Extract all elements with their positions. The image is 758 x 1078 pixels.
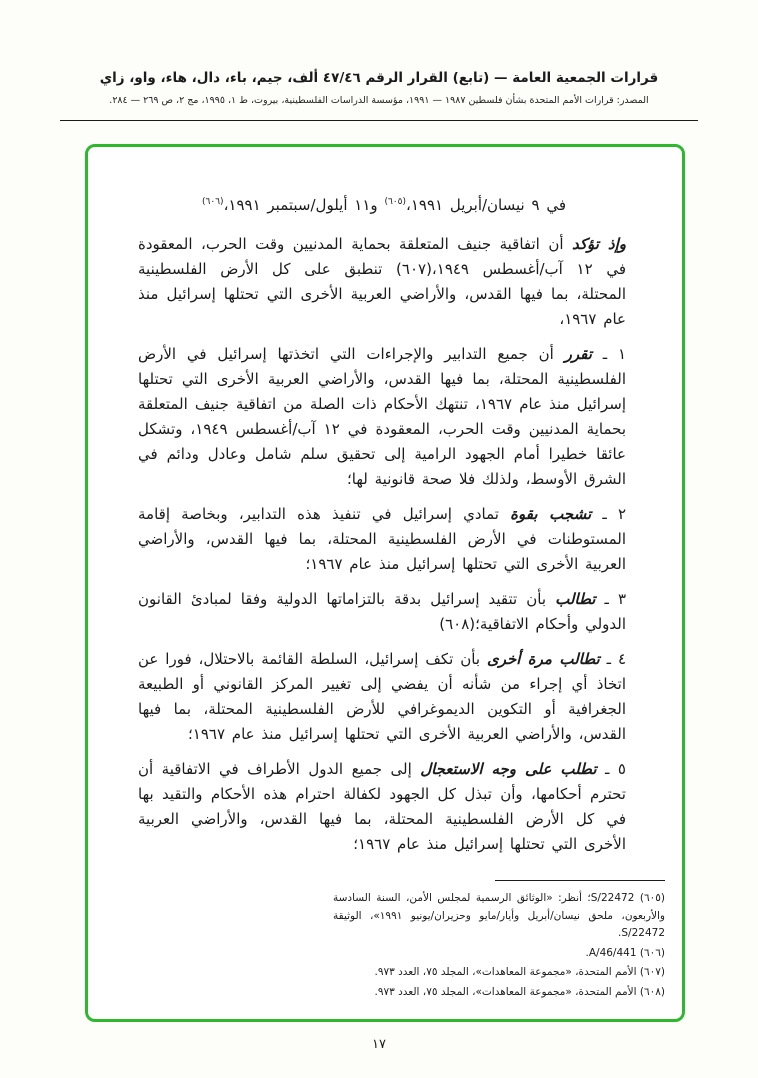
footnote-item	[333, 984, 665, 1002]
operative-paragraph-2	[138, 502, 626, 577]
paragraph-number: ٣ ـ	[595, 590, 627, 608]
operative-paragraph-3	[138, 587, 626, 637]
resolution-date-line	[138, 193, 626, 218]
paragraph-lead: تطالب	[555, 590, 596, 608]
content-border-box	[85, 144, 685, 1022]
page-title: قرارات الجمعية العامة — (تابع) القرار الرقم ٤٧/٤٦ ألف، جيم، باء، دال، هاء، واو، زاي	[99, 70, 659, 86]
operative-paragraph-1	[138, 342, 626, 492]
paragraph-lead: وإذ تؤكد	[572, 235, 626, 253]
footnote-ref-606: (٦٠٦)	[202, 197, 224, 207]
footnote-text: الأمم المتحدة، «مجموعة المعاهدات»، المجلد ٧٥، العدد ٩٧٣.	[374, 966, 637, 978]
footnote-ref-605: (٦٠٥)	[384, 197, 406, 207]
footnote-separator	[495, 880, 665, 881]
footnote-marker: (٦٠٧)	[639, 966, 665, 978]
paragraph-text: بأن تتقيد إسرائيل بدقة بالتزاماتها الدولية وفقا لمبادئ القانون الدولي وأحكام الاتفاقية؛(٦٠٨)	[138, 590, 626, 633]
paragraph-number: ٤ ـ	[599, 650, 627, 668]
paragraph-text: تمادي إسرائيل في تنفيذ هذه التدابير، وبخاصة إقامة المستوطنات في الأرض الفلسطينية المحتلة، بما فيها القدس، والأراضي العربية الأخرى التي تحتلها إسرائيل منذ عام ١٩٦٧؛	[138, 505, 626, 573]
operative-paragraph-5	[138, 757, 626, 857]
page-number: ١٧	[372, 1037, 386, 1052]
paragraph-text: بأن تكف إسرائيل، السلطة القائمة بالاحتلال، فورا عن اتخاذ أي إجراء من شأنه أن يفضي إلى تغيير المركز القانوني أو الطبيعة الجغرافية أو التكوين الديموغرافي للأرض الفلسطينية المحتلة، بما فيها القدس، والأراضي العربية الأخرى التي تحتلها إسرائيل منذ عام ١٩٦٧؛	[138, 650, 626, 743]
footnote-text: S/22472؛ أنظر: «الوثائق الرسمية لمجلس الأمن، السنة السادسة والأربعون، ملحق نيسان/أبريل وأيار/مايو وحزيران/يونيو ١٩٩١»، الوثيقة S/22472.	[333, 892, 665, 939]
footnote-item	[333, 945, 665, 963]
date-part-2: و١١ أيلول/سبتمبر ١٩٩١،	[223, 196, 385, 214]
footnote-marker: (٦٠٥)	[639, 892, 666, 904]
paragraph-lead: تطلب على وجه الاستعجال	[420, 760, 597, 778]
preamble-paragraph	[138, 232, 626, 332]
footnote-item	[333, 890, 665, 943]
paragraph-number: ٢ ـ	[591, 505, 626, 523]
source-line: المصدر: قرارات الأمم المتحدة بشأن فلسطين ١٩٨٧ — ١٩٩١، مؤسسة الدراسات الفلسطينية، بيروت، ط ١، ١٩٩٥، مج ٢، ص ٢٦٩ — ٢٨٤.	[109, 95, 649, 106]
footnote-text: الأمم المتحدة، «مجموعة المعاهدات»، المجلد ٧٥، العدد ٩٧٣.	[374, 985, 637, 998]
footnotes-section	[333, 880, 665, 1003]
footnote-text: A/46/441.	[585, 946, 637, 959]
paragraph-text: أن اتفاقية جنيف المتعلقة بحماية المدنيين وقت الحرب، المعقودة في ١٢ آب/أغسطس ١٩٤٩،(٦٠٧) تنطبق على كل الأرض الفلسطينية المحتلة، بما فيها القدس، والأراضي العربية الأخرى التي تحتلها إسرائيل منذ عام ١٩٦٧،	[138, 235, 626, 328]
paragraph-text: أن جميع التدابير والإجراءات التي اتخذتها إسرائيل في الأرض الفلسطينية المحتلة، بما فيها القدس، والأراضي العربية الأخرى التي تحتلها إسرائيل منذ عام ١٩٦٧، تنتهك الأحكام ذات الصلة من اتفاقية جنيف المتعلقة بحماية المدنيين وقت الحرب، المعقودة في ١٢ آب/أغسطس ١٩٤٩، وتشكل عائقا خطيرا أمام الجهود الرامية إلى تحقيق سلم شامل وعادل ودائم في الشرق الأوسط، ولذلك فلا صحة قانونية لها؛	[138, 345, 626, 488]
operative-paragraph-4	[138, 647, 626, 747]
date-part-1: في ٩ نيسان/أبريل ١٩٩١،	[405, 196, 566, 214]
paragraph-number: ٥ ـ	[596, 760, 626, 778]
paragraph-lead: تشجب بقوة	[510, 505, 592, 523]
page-header	[60, 70, 698, 106]
paragraph-number: ١ ـ	[591, 345, 626, 363]
paragraph-text: إلى جميع الدول الأطراف في الاتفاقية أن تحترم أحكامها، وأن تبذل كل الجهود لكفالة احترام هذه الأحكام والتقيد بها في كل الأرض الفلسطينية المحتلة، بما فيها القدس، والأراضي العربية الأخرى التي تحتلها إسرائيل منذ عام ١٩٦٧؛	[138, 760, 626, 853]
footnote-marker: (٦٠٨)	[639, 985, 665, 998]
header-rule	[60, 120, 698, 121]
footnote-item	[333, 964, 665, 982]
footnote-marker: (٦٠٦)	[639, 946, 665, 959]
resolution-body	[88, 147, 682, 857]
paragraph-lead: تطالب مرة أخرى	[486, 650, 600, 668]
paragraph-lead: تقرر	[564, 345, 592, 363]
